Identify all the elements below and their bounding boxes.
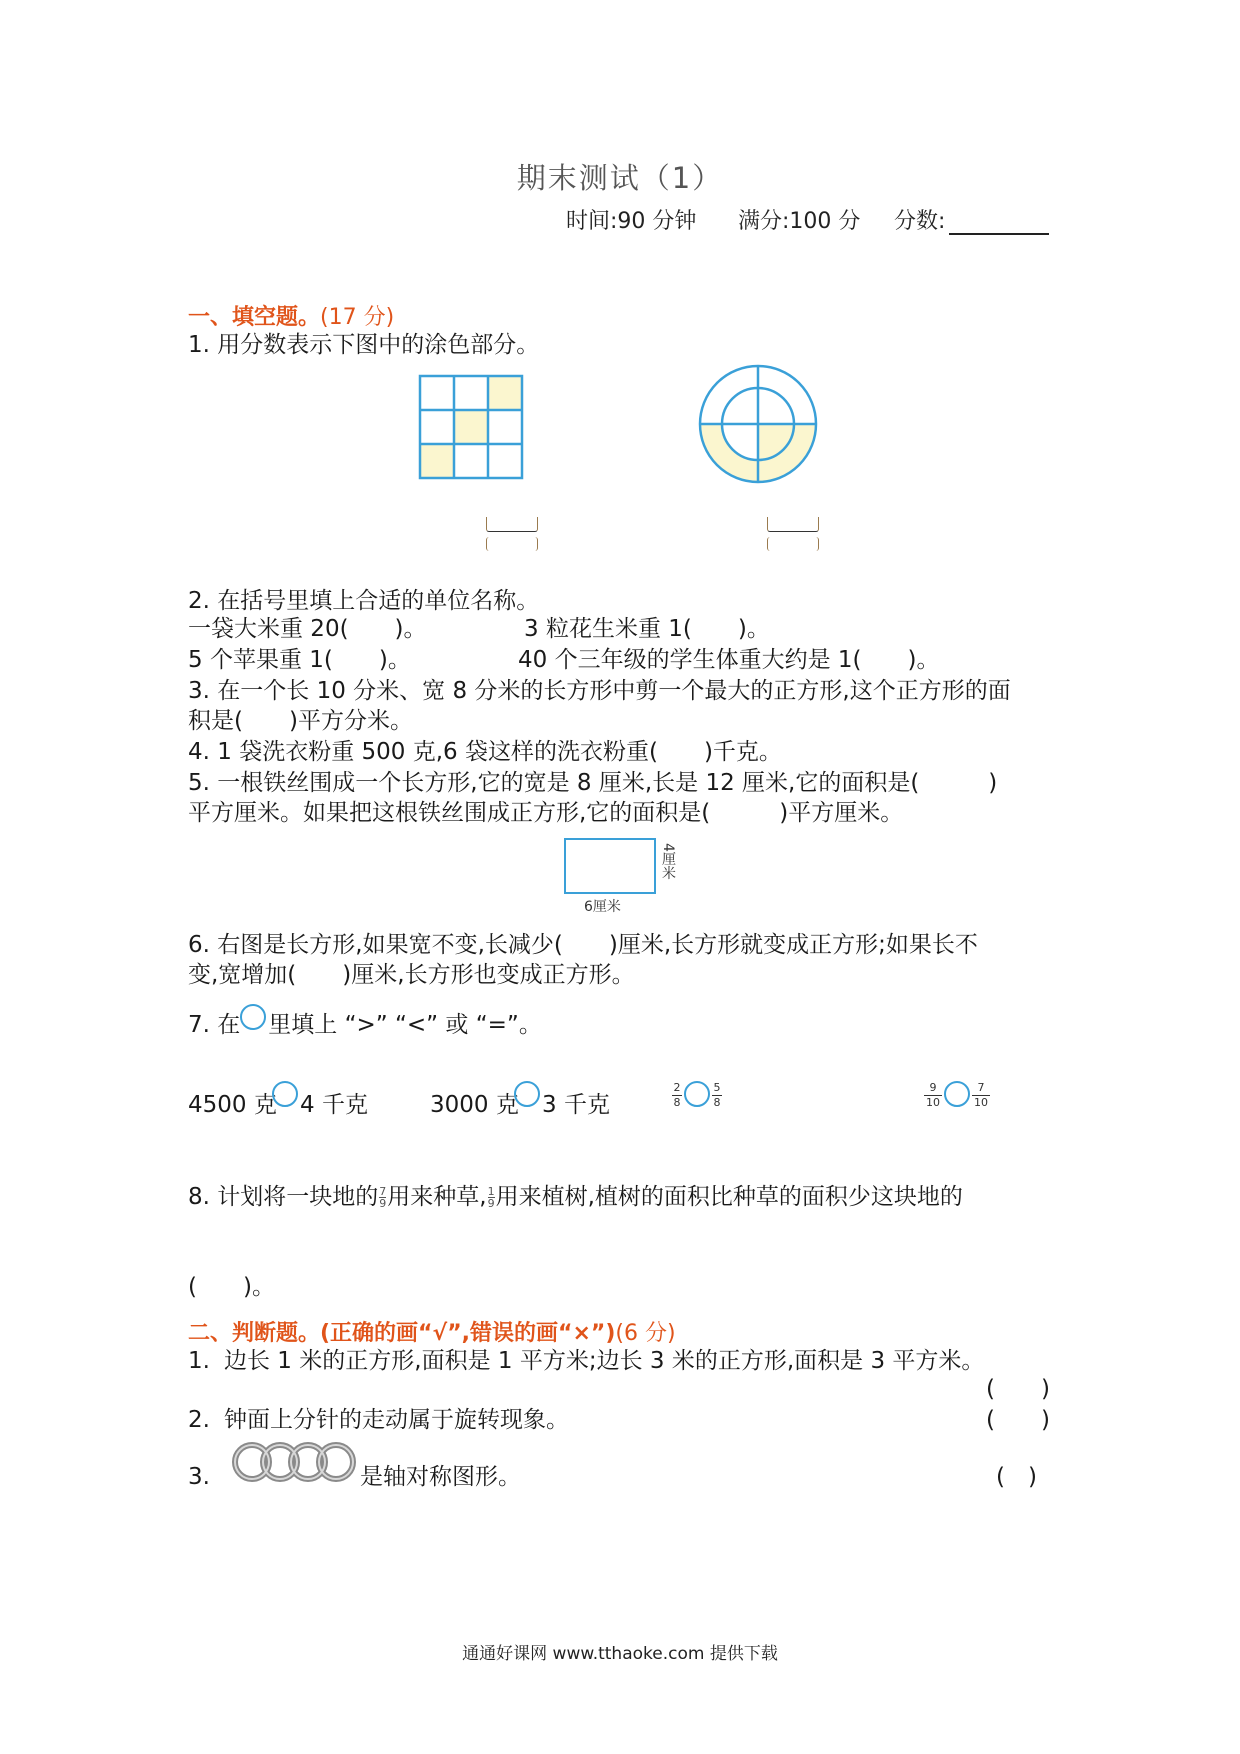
rect-bottom-label: 6厘米 xyxy=(584,899,621,915)
score-field[interactable] xyxy=(894,204,1049,235)
judge-2-number: 2. xyxy=(188,1407,210,1433)
question-5-line1: 5. 一根铁丝围成一个长方形,它的宽是 8 厘米,长是 12 厘米,它的面积是( ) xyxy=(188,770,998,796)
compare-c-right-fraction: 5 8 xyxy=(713,1081,721,1109)
question-6-line2: 变,宽增加( )厘米,长方形也变成正方形。 xyxy=(188,962,635,988)
judge-3-answer[interactable]: ( ) xyxy=(996,1464,1037,1490)
footer-text: 通通好课网 www.tthaoke.com 提供下载 xyxy=(462,1644,778,1664)
question-2: 2. 在括号里填上合适的单位名称。 xyxy=(188,588,540,614)
rectangle-figure xyxy=(564,838,656,894)
compare-a-left: 4500 克 xyxy=(188,1092,277,1118)
question-7-suffix: 里填上 “>” “<” 或 “=”。 xyxy=(268,1012,542,1038)
judge-2-answer[interactable]: ( ) xyxy=(986,1407,1050,1433)
score-label: 分数: xyxy=(894,209,946,234)
question-8-answer[interactable]: ( )。 xyxy=(188,1274,275,1300)
section1-points: (17 分) xyxy=(320,305,395,330)
compare-c-left-fraction: 2 8 xyxy=(673,1081,681,1109)
answer-fraction-1[interactable] xyxy=(486,517,536,553)
judge-1: 边长 1 米的正方形,面积是 1 平方米;边长 3 米的正方形,面积是 3 平方米。 xyxy=(224,1348,985,1374)
section1-title: 一、填空题。 xyxy=(188,305,321,330)
four-rings-icon xyxy=(230,1440,358,1484)
question-8-mid1: 用来种草, xyxy=(387,1184,487,1210)
compare-b-left: 3000 克 xyxy=(430,1092,519,1118)
judge-1-answer[interactable]: ( ) xyxy=(986,1376,1050,1402)
question-2a: 一袋大米重 20( )。 xyxy=(188,616,427,642)
grid-figure xyxy=(418,374,528,484)
question-3-line2: 积是( )平方分米。 xyxy=(188,708,413,734)
judge-1-number: 1. xyxy=(188,1348,210,1374)
compare-circle-a[interactable] xyxy=(272,1081,298,1107)
compare-d-left-fraction: 9 10 xyxy=(926,1081,940,1109)
question-2c: 5 个苹果重 1( )。 xyxy=(188,647,411,673)
compare-circle-c[interactable] xyxy=(684,1081,710,1107)
page-title: 期末测试（1） xyxy=(516,161,724,195)
shaded-cell-2 xyxy=(454,410,488,444)
exam-time: 时间:90 分钟 xyxy=(566,209,697,234)
rect-side-label: 4厘米 xyxy=(660,843,676,880)
answer-fraction-2[interactable] xyxy=(767,517,817,553)
compare-b-right: 3 千克 xyxy=(542,1092,610,1118)
compare-d-right-fraction: 7 10 xyxy=(974,1081,988,1109)
section2-title: 二、判断题。(正确的画“√”,错误的画“×”) xyxy=(188,1321,616,1346)
question-8-prefix: 8. 计划将一块地的 xyxy=(188,1184,379,1210)
question-3-line1: 3. 在一个长 10 分米、宽 8 分米的长方形中剪一个最大的正方形,这个正方形的面 xyxy=(188,678,1011,704)
full-score: 满分:100 分 xyxy=(738,209,861,234)
question-2b: 3 粒花生米重 1( )。 xyxy=(524,616,770,642)
ring-figure xyxy=(696,362,820,486)
question-5-line2: 平方厘米。如果把这根铁丝围成正方形,它的面积是( )平方厘米。 xyxy=(188,800,904,826)
question-7-prefix: 7. 在 xyxy=(188,1012,241,1038)
question-8 xyxy=(188,1182,963,1212)
question-6-line1: 6. 右图是长方形,如果宽不变,长减少( )厘米,长方形就变成正方形;如果长不 xyxy=(188,932,978,958)
compare-a-right: 4 千克 xyxy=(300,1092,368,1118)
judge-3: 是轴对称图形。 xyxy=(360,1464,521,1490)
judge-3-number: 3. xyxy=(188,1464,210,1490)
question-4: 4. 1 袋洗衣粉重 500 克,6 袋这样的洗衣粉重( )千克。 xyxy=(188,739,782,765)
section1-heading xyxy=(188,300,394,331)
question-1: 1. 用分数表示下图中的涂色部分。 xyxy=(188,332,540,358)
shaded-cell-3 xyxy=(420,444,454,478)
judge-2: 钟面上分针的走动属于旋转现象。 xyxy=(224,1407,569,1433)
compare-circle-b[interactable] xyxy=(514,1081,540,1107)
compare-circle-example xyxy=(240,1004,266,1030)
question-8-mid2: 用来植树,植树的面积比种草的面积少这块地的 xyxy=(495,1184,963,1210)
compare-circle-d[interactable] xyxy=(944,1081,970,1107)
score-blank[interactable] xyxy=(949,211,1049,235)
q8-fraction-2: $\frac{1}{9}$ xyxy=(487,1185,495,1210)
section2-heading xyxy=(188,1316,676,1347)
q8-fraction-1: $\frac{7}{9}$ xyxy=(379,1185,387,1210)
shaded-cell-1 xyxy=(488,376,522,410)
section2-points: (6 分) xyxy=(615,1321,676,1346)
question-2d: 40 个三年级的学生体重大约是 1( )。 xyxy=(518,647,940,673)
